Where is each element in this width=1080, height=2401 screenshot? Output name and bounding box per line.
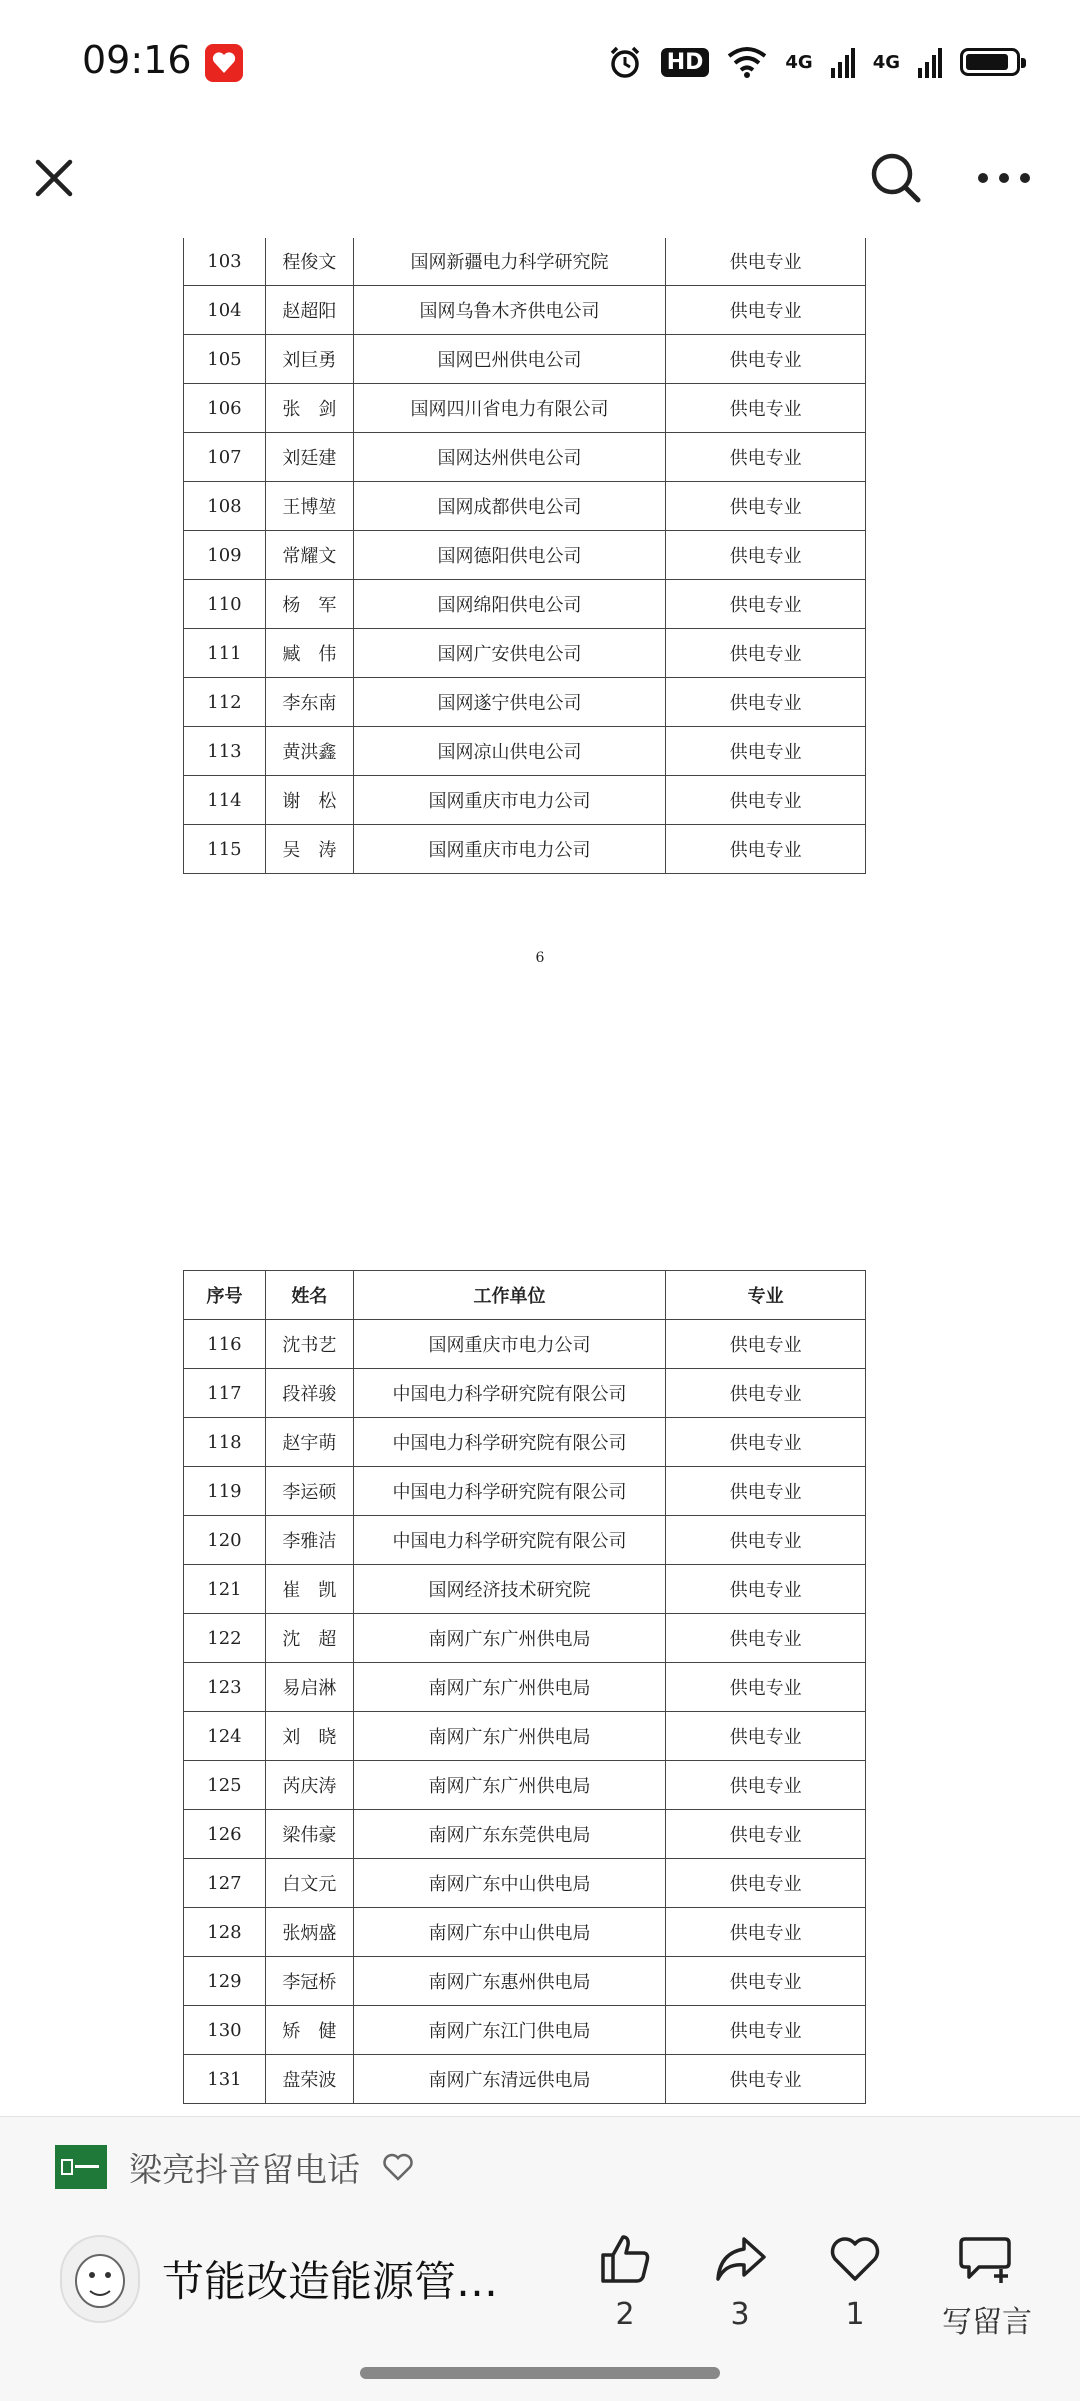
cell-specialty: 供电专业: [666, 1957, 866, 2006]
signal-bars-icon: [831, 46, 855, 78]
cell-name: 张 剑: [265, 384, 353, 433]
cell-index: 104: [184, 286, 266, 335]
cell-employer: 国网广安供电公司: [353, 629, 665, 678]
cell-name: 吴 涛: [265, 825, 353, 874]
cell-index: 119: [184, 1467, 266, 1516]
cell-employer: 南网广东广州供电局: [353, 1761, 665, 1810]
cell-employer: 国网凉山供电公司: [353, 727, 665, 776]
table-header-row: [184, 1271, 866, 1320]
cell-employer: 国网巴州供电公司: [353, 335, 665, 384]
table-row: [184, 1957, 866, 2006]
cell-index: 124: [184, 1712, 266, 1761]
table-row: [184, 678, 866, 727]
status-bar: [0, 0, 1080, 120]
table-row: [184, 1565, 866, 1614]
cell-index: 111: [184, 629, 266, 678]
cell-name: 刘廷建: [265, 433, 353, 482]
cell-specialty: 供电专业: [666, 1418, 866, 1467]
cell-index: 130: [184, 2006, 266, 2055]
cell-name: 黄洪鑫: [265, 727, 353, 776]
comment-button[interactable]: [922, 2231, 1052, 2341]
cell-specialty: 供电专业: [666, 482, 866, 531]
cell-name: 刘 晓: [265, 1712, 353, 1761]
author-logo: [55, 2145, 107, 2189]
header-specialty: 专业: [666, 1271, 866, 1320]
cell-employer: 国网遂宁供电公司: [353, 678, 665, 727]
cell-name: 矫 健: [265, 2006, 353, 2055]
cell-employer: 国网达州供电公司: [353, 433, 665, 482]
cell-name: 刘巨勇: [265, 335, 353, 384]
cell-name: 沈书艺: [265, 1320, 353, 1369]
cell-employer: 南网广东惠州供电局: [353, 1957, 665, 2006]
table-row: [184, 1369, 866, 1418]
cell-specialty: 供电专业: [666, 1859, 866, 1908]
cell-specialty: 供电专业: [666, 1320, 866, 1369]
table-row: [184, 1467, 866, 1516]
table-row: [184, 2006, 866, 2055]
table-row: [184, 1761, 866, 1810]
cell-employer: 南网广东广州供电局: [353, 1614, 665, 1663]
cell-specialty: 供电专业: [666, 433, 866, 482]
like-button[interactable]: [575, 2231, 675, 2332]
cell-specialty: 供电专业: [666, 1663, 866, 1712]
page-number: 6: [535, 950, 545, 966]
cell-index: 109: [184, 531, 266, 580]
table-row: [184, 1810, 866, 1859]
close-button[interactable]: [18, 142, 90, 214]
cell-employer: 中国电力科学研究院有限公司: [353, 1369, 665, 1418]
like-count: 2: [615, 2297, 635, 2332]
cell-name: 程俊文: [265, 238, 353, 286]
favorite-count: 1: [845, 2297, 865, 2332]
cell-name: 李东南: [265, 678, 353, 727]
cell-index: 118: [184, 1418, 266, 1467]
cell-employer: 南网广东中山供电局: [353, 1859, 665, 1908]
cell-index: 122: [184, 1614, 266, 1663]
article-row: [60, 2227, 1060, 2347]
table-row: [184, 1908, 866, 1957]
signal-4g-2: [873, 52, 900, 73]
table-row: [184, 238, 866, 286]
cell-name: 赵宇萌: [265, 1418, 353, 1467]
header-index: 序号: [184, 1271, 266, 1320]
alarm-icon: [607, 44, 643, 80]
cell-name: 段祥骏: [265, 1369, 353, 1418]
share-button[interactable]: [690, 2231, 790, 2332]
cell-employer: 南网广东广州供电局: [353, 1663, 665, 1712]
cell-employer: 中国电力科学研究院有限公司: [353, 1467, 665, 1516]
favorite-button[interactable]: [805, 2231, 905, 2332]
share-count: 3: [730, 2297, 750, 2332]
battery-icon: [960, 48, 1020, 76]
app-notification-icon: [205, 44, 243, 82]
cell-name: 杨 军: [265, 580, 353, 629]
cell-specialty: 供电专业: [666, 531, 866, 580]
cell-index: 116: [184, 1320, 266, 1369]
signal-4g-1: [785, 52, 812, 73]
cell-employer: 国网乌鲁木齐供电公司: [353, 286, 665, 335]
cell-employer: 国网绵阳供电公司: [353, 580, 665, 629]
cell-index: 108: [184, 482, 266, 531]
table-row: [184, 1516, 866, 1565]
roster-table-page-7: [183, 1270, 866, 2104]
cell-index: 131: [184, 2055, 266, 2104]
cell-specialty: 供电专业: [666, 1565, 866, 1614]
cell-index: 103: [184, 238, 266, 286]
cell-employer: 国网四川省电力有限公司: [353, 384, 665, 433]
cell-employer: 南网广东东莞供电局: [353, 1810, 665, 1859]
cell-specialty: 供电专业: [666, 335, 866, 384]
avatar[interactable]: [60, 2235, 140, 2323]
cell-specialty: 供电专业: [666, 2055, 866, 2104]
cell-specialty: 供电专业: [666, 776, 866, 825]
cell-specialty: 供电专业: [666, 286, 866, 335]
thumbs-up-icon: [597, 2231, 653, 2287]
cell-name: 赵超阳: [265, 286, 353, 335]
cell-index: 126: [184, 1810, 266, 1859]
table-row: [184, 1320, 866, 1369]
cell-index: 128: [184, 1908, 266, 1957]
cell-name: 盘荣波: [265, 2055, 353, 2104]
search-icon: [868, 150, 924, 206]
status-time: 09:16: [82, 38, 192, 82]
table-row: [184, 1859, 866, 1908]
table-row: [184, 1663, 866, 1712]
table-row: [184, 384, 866, 433]
table-row: [184, 727, 866, 776]
cell-index: 127: [184, 1859, 266, 1908]
cell-employer: 国网成都供电公司: [353, 482, 665, 531]
wifi-icon: [727, 46, 767, 78]
heart-outline-icon[interactable]: [382, 2153, 414, 2181]
table-row: [184, 433, 866, 482]
cell-name: 李运硕: [265, 1467, 353, 1516]
cell-name: 芮庆涛: [265, 1761, 353, 1810]
cell-index: 107: [184, 433, 266, 482]
cell-specialty: 供电专业: [666, 825, 866, 874]
author-name: 梁亮抖音留电话: [129, 2149, 360, 2189]
cell-specialty: 供电专业: [666, 580, 866, 629]
table-row: [184, 776, 866, 825]
top-nav: [0, 120, 1080, 239]
cell-index: 113: [184, 727, 266, 776]
share-icon: [712, 2231, 768, 2287]
cell-specialty: 供电专业: [666, 1467, 866, 1516]
cell-index: 125: [184, 1761, 266, 1810]
cell-specialty: 供电专业: [666, 1761, 866, 1810]
cell-employer: 南网广东清远供电局: [353, 2055, 665, 2104]
cell-name: 张炳盛: [265, 1908, 353, 1957]
comment-add-icon: [957, 2231, 1017, 2287]
home-indicator[interactable]: [360, 2367, 720, 2379]
status-icons: [607, 40, 1020, 84]
cell-specialty: 供电专业: [666, 727, 866, 776]
cell-name: 李雅洁: [265, 1516, 353, 1565]
cell-employer: 南网广东广州供电局: [353, 1712, 665, 1761]
cell-index: 105: [184, 335, 266, 384]
more-icon: [976, 171, 1032, 185]
cell-specialty: 供电专业: [666, 1614, 866, 1663]
cell-index: 115: [184, 825, 266, 874]
cell-specialty: 供电专业: [666, 2006, 866, 2055]
cell-employer: 南网广东江门供电局: [353, 2006, 665, 2055]
signal-bars-icon: [918, 46, 942, 78]
cell-specialty: 供电专业: [666, 238, 866, 286]
cell-employer: 南网广东中山供电局: [353, 1908, 665, 1957]
table-row: [184, 335, 866, 384]
cell-name: 白文元: [265, 1859, 353, 1908]
cell-index: 123: [184, 1663, 266, 1712]
table-row: [184, 482, 866, 531]
cell-specialty: 供电专业: [666, 1369, 866, 1418]
table-row: [184, 1418, 866, 1467]
cell-specialty: 供电专业: [666, 384, 866, 433]
author-row[interactable]: [55, 2141, 414, 2193]
cell-specialty: 供电专业: [666, 678, 866, 727]
cell-name: 臧 伟: [265, 629, 353, 678]
header-employer: 工作单位: [353, 1271, 665, 1320]
cell-index: 121: [184, 1565, 266, 1614]
cell-index: 112: [184, 678, 266, 727]
signal-4g-2-label: 4G: [872, 51, 900, 73]
cell-employer: 国网新疆电力科学研究院: [353, 238, 665, 286]
cell-employer: 中国电力科学研究院有限公司: [353, 1418, 665, 1467]
document-viewer[interactable]: [0, 238, 1080, 2116]
comment-label: 写留言: [942, 2305, 1032, 2340]
cell-specialty: 供电专业: [666, 1908, 866, 1957]
bottom-bar: [0, 2116, 1080, 2401]
roster-table-page-6: [183, 238, 866, 874]
table-row: [184, 629, 866, 678]
table-row: [184, 1712, 866, 1761]
cell-name: 沈 超: [265, 1614, 353, 1663]
cell-employer: 国网经济技术研究院: [353, 1565, 665, 1614]
hd-icon: HD: [661, 48, 710, 77]
table-row: [184, 825, 866, 874]
cell-name: 崔 凯: [265, 1565, 353, 1614]
cell-employer: 国网重庆市电力公司: [353, 1320, 665, 1369]
cell-index: 120: [184, 1516, 266, 1565]
cell-employer: 中国电力科学研究院有限公司: [353, 1516, 665, 1565]
cell-specialty: 供电专业: [666, 629, 866, 678]
table-row: [184, 580, 866, 629]
more-button[interactable]: [968, 142, 1040, 214]
cell-employer: 国网重庆市电力公司: [353, 825, 665, 874]
header-name: 姓名: [265, 1271, 353, 1320]
cell-specialty: 供电专业: [666, 1516, 866, 1565]
cell-employer: 国网德阳供电公司: [353, 531, 665, 580]
search-button[interactable]: [860, 142, 932, 214]
article-title[interactable]: 节能改造能源管…: [162, 2257, 499, 2306]
cell-employer: 国网重庆市电力公司: [353, 776, 665, 825]
cell-name: 常耀文: [265, 531, 353, 580]
signal-4g-1-label: 4G: [785, 51, 813, 73]
cell-name: 易启淋: [265, 1663, 353, 1712]
cell-specialty: 供电专业: [666, 1712, 866, 1761]
cell-name: 谢 松: [265, 776, 353, 825]
cell-index: 106: [184, 384, 266, 433]
table-row: [184, 286, 866, 335]
cell-index: 110: [184, 580, 266, 629]
table-row: [184, 2055, 866, 2104]
cell-name: 梁伟豪: [265, 1810, 353, 1859]
table-row: [184, 1614, 866, 1663]
cell-name: 王博堃: [265, 482, 353, 531]
close-icon: [32, 156, 76, 200]
heart-icon: [827, 2231, 883, 2287]
cell-index: 129: [184, 1957, 266, 2006]
cell-index: 114: [184, 776, 266, 825]
cell-name: 李冠桥: [265, 1957, 353, 2006]
cell-specialty: 供电专业: [666, 1810, 866, 1859]
table-row: [184, 531, 866, 580]
cell-index: 117: [184, 1369, 266, 1418]
